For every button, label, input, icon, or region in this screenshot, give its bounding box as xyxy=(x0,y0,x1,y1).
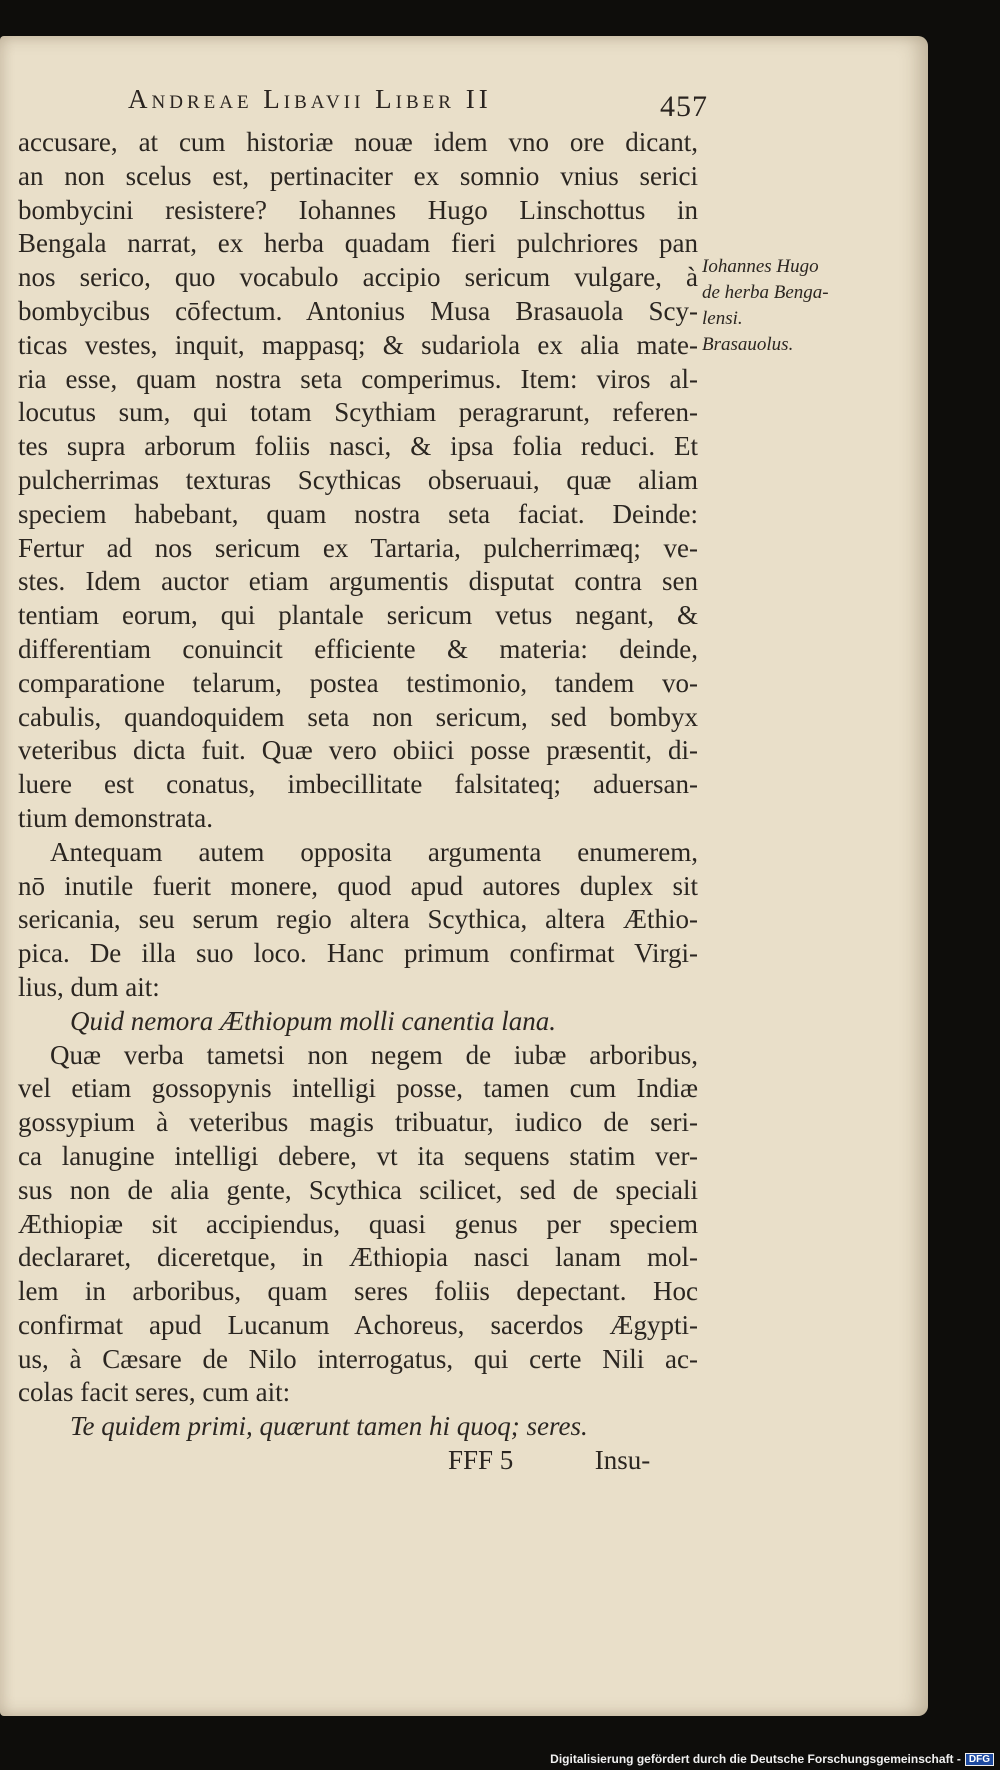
text-line: veteribus dicta fuit. Quæ vero obiici posse præsentit, di- xyxy=(18,735,698,766)
text-line: bombycini resistere? Iohannes Hugo Linschottus in xyxy=(18,194,698,225)
verse-quote: Quid nemora Æthiopum molli canentia lana. xyxy=(70,1005,556,1036)
text-line: Æthiopiæ sit accipiendus, quasi genus per speciem xyxy=(18,1208,698,1239)
text-line: stes. Idem auctor etiam argumentis disputat contra sen xyxy=(18,566,698,597)
text-line: Bengala narrat, ex herba quadam fieri pulchriores pan xyxy=(18,228,698,259)
book-page xyxy=(0,36,928,1716)
text-line: ca lanugine intelligi debere, vt ita sequens statim ver- xyxy=(18,1140,698,1171)
text-line: ticas vestes, inquit, mappasq; & sudariola ex alia mate- xyxy=(18,329,698,360)
marginal-note: Brasauolus. xyxy=(702,334,794,355)
dfg-logo: DFG xyxy=(965,1753,994,1766)
text-line: lem in arboribus, quam seres foliis depectant. Hoc xyxy=(18,1276,698,1307)
text-line: colas facit seres, cum ait: xyxy=(18,1377,291,1408)
text-line: ria esse, quam nostra seta comperimus. Item: viros al- xyxy=(18,363,698,394)
text-line: sus non de alia gente, Scythica scilicet, sed de speciali xyxy=(18,1174,698,1205)
text-line: lius, dum ait: xyxy=(18,971,160,1002)
text-line: pica. De illa suo loco. Hanc primum confirmat Virgi- xyxy=(18,938,698,969)
text-line: locutus sum, qui totam Scythiam peragrarunt, referen- xyxy=(18,397,698,428)
text-line: tium demonstrata. xyxy=(18,802,213,833)
text-line: cabulis, quandoquidem seta non sericum, sed bombyx xyxy=(18,701,698,732)
text-line: bombycibus cōfectum. Antonius Musa Brasauola Scy- xyxy=(18,295,698,326)
marginal-note: lensi. xyxy=(702,308,743,329)
text-line: accusare, at cum historiæ nouæ idem vno ore dicant, xyxy=(18,127,698,157)
credit-text: Digitalisierung gefördert durch die Deutsche Forschungsgemeinschaft - xyxy=(550,1752,961,1766)
verse-quote: Te quidem primi, quærunt tamen hi quoq; seres. xyxy=(70,1411,588,1442)
text-line: Fertur ad nos sericum ex Tartaria, pulcherrimæq; ve- xyxy=(18,532,698,563)
text-line: gossypium à veteribus magis tribuatur, iudico de seri- xyxy=(18,1107,698,1138)
text-line: confirmat apud Lucanum Achoreus, sacerdos Ægypti- xyxy=(18,1309,698,1340)
digitization-credit xyxy=(550,1752,994,1766)
text-line: luere est conatus, imbecillitate falsitateq; aduersan- xyxy=(18,769,698,800)
marginal-notes xyxy=(702,254,842,358)
text-line: vel etiam gossopynis intelligi posse, tamen cum Indiæ xyxy=(18,1073,698,1104)
marginal-note: Iohannes Hugo xyxy=(702,256,819,277)
text-line: differentiam conuincit efficiente & materia: deinde, xyxy=(18,633,698,664)
text-line: sericania, seu serum regio altera Scythica, altera Æthio- xyxy=(18,904,698,935)
text-line: Antequam autem opposita argumenta enumerem, xyxy=(50,836,698,867)
marginal-note: de herba Benga- xyxy=(702,282,829,303)
page-number: 457 xyxy=(660,90,708,123)
text-line: declararet, diceretque, in Æthiopia nasci lanam mol- xyxy=(18,1242,698,1273)
catchline xyxy=(18,1444,698,1478)
body-text xyxy=(18,126,698,1478)
text-line: comparatione telarum, postea testimonio, tandem vo- xyxy=(18,667,698,698)
text-line: us, à Cæsare de Nilo interrogatus, qui certe Nili ac- xyxy=(18,1343,698,1374)
text-line: pulcherrimas texturas Scythicas obseruaui, quæ aliam xyxy=(18,464,698,495)
catchword: Insu- xyxy=(594,1445,651,1476)
text-line: nō inutile fuerit monere, quod apud autores duplex sit xyxy=(18,870,698,901)
running-title: Andreae Libavii Liber II xyxy=(128,84,492,114)
text-line: nos serico, quo vocabulo accipio sericum vulgare, à xyxy=(18,262,698,293)
text-line: an non scelus est, pertinaciter ex somnio vnius serici xyxy=(18,160,698,191)
text-line: speciem habebant, quam nostra seta faciat. Deinde: xyxy=(18,498,698,529)
text-line: tes supra arborum foliis nasci, & ipsa folia reduci. Et xyxy=(18,431,698,462)
text-line: tentiam eorum, qui plantale sericum vetus negant, & xyxy=(18,600,698,631)
signature-mark: FFF 5 xyxy=(448,1445,514,1476)
text-line: Quæ verba tametsi non negem de iubæ arboribus, xyxy=(50,1039,698,1070)
